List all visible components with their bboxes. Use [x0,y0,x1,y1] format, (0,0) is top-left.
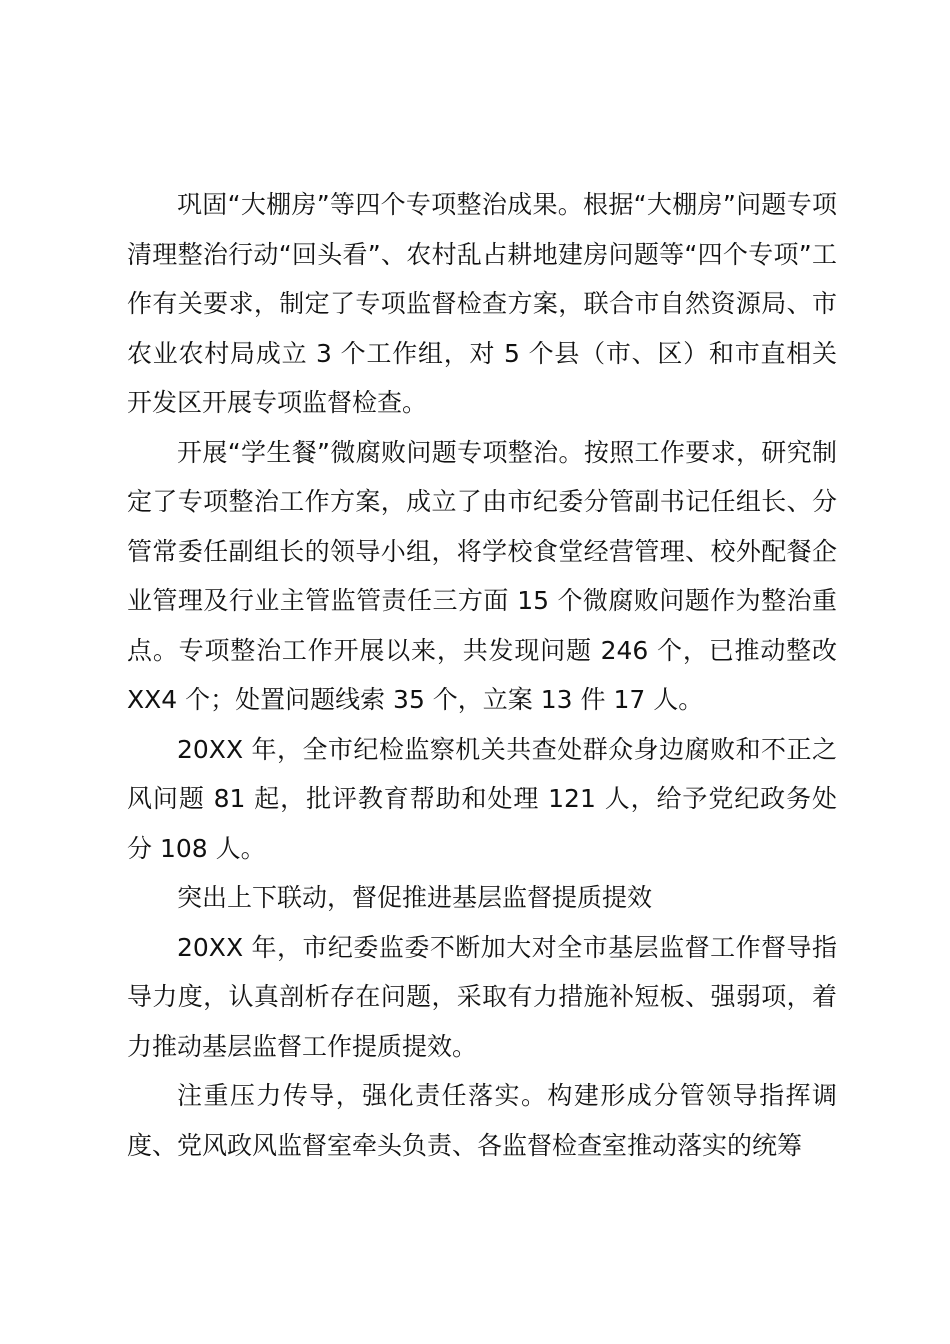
paragraph-grassroots-supervision: 20XX 年，市纪委监委不断加大对全市基层监督工作督导指导力度，认真剖析存在问题，采取有力措施补短板、强弱项，着力推动基层监督工作提质提效。 [127,932,837,1061]
document-body [127,180,837,1170]
paragraph-student-meals: 开展“学生餐”微腐败问题专项整治。按照工作要求，研究制定了专项整治工作方案，成立了由市纪委分管副书记任组长、分管常委任副组长的领导小组，将学校食堂经营管理、校外配餐企业管理及行业主管监管责任三方面 15 个微腐败问题作为整治重点。专项整治工作开展以来，共发现问题 246 个，已推动整改 XX4 个；处置问题线索 35 个，立案 13 件 17 人。 [127,437,837,714]
paragraph-special-rectification: 巩固“大棚房”等四个专项整治成果。根据“大棚房”问题专项清理整治行动“回头看”、农村乱占耕地建房问题等“四个专项”工作有关要求，制定了专项监督检查方案，联合市自然资源局、市农业农村局成立 3 个工作组，对 5 个县（市、区）和市直相关开发区开展专项监督检查。 [127,190,837,417]
paragraph-pressure-transmission: 注重压力传导，强化责任落实。构建形成分管领导指挥调度、党风政风监督室牵头负责、各监督检查室推动落实的统筹 [127,1081,837,1160]
paragraph-annual-statistics: 20XX 年，全市纪检监察机关共查处群众身边腐败和不正之风问题 81 起，批评教育帮助和处理 121 人，给予党纪政务处分 108 人。 [127,734,837,863]
section-heading: 突出上下联动，督促推进基层监督提质提效 [177,883,653,912]
